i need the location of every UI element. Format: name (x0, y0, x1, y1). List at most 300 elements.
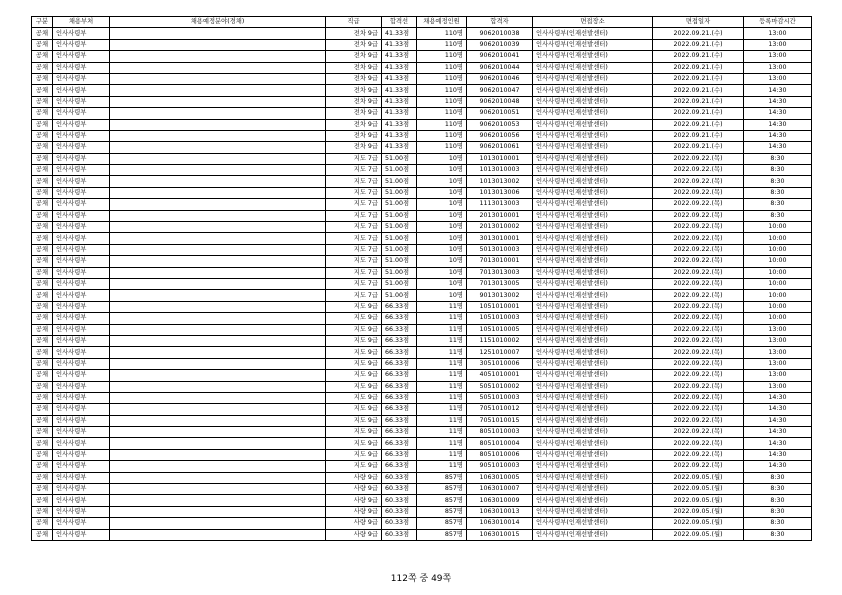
cutoff-cell: 41.33점 (382, 85, 417, 96)
table-row (32, 130, 812, 141)
field-cell (110, 449, 326, 460)
applicant-no-cell: 1113013003 (467, 199, 533, 210)
interview-place-cell: 인사사령부(인재선발센터) (533, 267, 653, 278)
interview-place-cell: 인사사령부(인재선발센터) (533, 187, 653, 198)
cutoff-cell: 41.33점 (382, 96, 417, 107)
interview-date-cell: 2022.09.22.(목) (653, 233, 744, 244)
category-cell: 공채 (32, 324, 53, 335)
grade-cell: 지도 7급 (326, 267, 382, 278)
applicant-no-cell: 9062010051 (467, 108, 533, 119)
interview-place-cell: 인사사령부(인재선발센터) (533, 506, 653, 517)
cutoff-cell: 60.33점 (382, 529, 417, 540)
interview-date-cell: 2022.09.22.(목) (653, 222, 744, 233)
cutoff-cell: 66.33점 (382, 347, 417, 358)
deadline-time-cell: 8:30 (744, 484, 812, 495)
cutoff-cell: 66.33점 (382, 427, 417, 438)
table-row (32, 108, 812, 119)
field-cell (110, 324, 326, 335)
grade-cell: 지도 9급 (326, 358, 382, 369)
cutoff-cell: 41.33점 (382, 119, 417, 130)
deadline-time-cell: 10:00 (744, 222, 812, 233)
cutoff-cell: 66.33점 (382, 313, 417, 324)
department-cell: 인사사령부 (53, 404, 110, 415)
interview-date-cell: 2022.09.22.(목) (653, 153, 744, 164)
grade-cell: 사량 9급 (326, 484, 382, 495)
interview-place-cell: 인사사령부(인재선발센터) (533, 153, 653, 164)
department-cell: 인사사령부 (53, 290, 110, 301)
interview-date-cell: 2022.09.05.(월) (653, 518, 744, 529)
applicant-no-cell: 1013013006 (467, 187, 533, 198)
category-cell: 공채 (32, 256, 53, 267)
category-cell: 공채 (32, 449, 53, 460)
deadline-time-cell: 14:30 (744, 404, 812, 415)
field-cell (110, 461, 326, 472)
category-cell: 공채 (32, 233, 53, 244)
interview-place-cell: 인사사령부(인재선발센터) (533, 449, 653, 460)
planned-count-cell: 10명 (417, 244, 467, 255)
applicant-no-cell: 4051010001 (467, 370, 533, 381)
cutoff-cell: 60.33점 (382, 518, 417, 529)
interview-schedule-table (31, 16, 812, 541)
planned-count-cell: 11명 (417, 301, 467, 312)
interview-place-cell: 인사사령부(인재선발센터) (533, 176, 653, 187)
cutoff-cell: 66.33점 (382, 335, 417, 346)
field-cell (110, 370, 326, 381)
cutoff-cell: 51.00점 (382, 233, 417, 244)
interview-place-cell: 인사사령부(인재선발센터) (533, 415, 653, 426)
category-cell: 공채 (32, 73, 53, 84)
header-deadline-time: 등록마감시간 (744, 17, 812, 28)
field-cell (110, 335, 326, 346)
department-cell: 인사사령부 (53, 28, 110, 39)
field-cell (110, 85, 326, 96)
deadline-time-cell: 14:30 (744, 438, 812, 449)
planned-count-cell: 11명 (417, 449, 467, 460)
department-cell: 인사사령부 (53, 518, 110, 529)
table-row (32, 51, 812, 62)
table-row (32, 199, 812, 210)
deadline-time-cell: 8:30 (744, 176, 812, 187)
interview-place-cell: 인사사령부(인재선발센터) (533, 165, 653, 176)
grade-cell: 지도 7급 (326, 165, 382, 176)
applicant-no-cell: 9062010038 (467, 28, 533, 39)
interview-date-cell: 2022.09.22.(목) (653, 313, 744, 324)
interview-date-cell: 2022.09.21.(수) (653, 73, 744, 84)
applicant-no-cell: 7013013005 (467, 278, 533, 289)
deadline-time-cell: 10:00 (744, 244, 812, 255)
department-cell: 인사사령부 (53, 108, 110, 119)
deadline-time-cell: 8:30 (744, 199, 812, 210)
department-cell: 인사사령부 (53, 210, 110, 221)
interview-place-cell: 인사사령부(인재선발센터) (533, 210, 653, 221)
grade-cell: 지도 7급 (326, 233, 382, 244)
interview-place-cell: 인사사령부(인재선발센터) (533, 358, 653, 369)
grade-cell: 지도 9급 (326, 404, 382, 415)
deadline-time-cell: 8:30 (744, 210, 812, 221)
planned-count-cell: 110명 (417, 51, 467, 62)
deadline-time-cell: 14:30 (744, 96, 812, 107)
interview-place-cell: 인사사령부(인재선발센터) (533, 130, 653, 141)
grade-cell: 지도 9급 (326, 313, 382, 324)
interview-date-cell: 2022.09.22.(목) (653, 347, 744, 358)
interview-date-cell: 2022.09.22.(목) (653, 415, 744, 426)
deadline-time-cell: 14:30 (744, 108, 812, 119)
field-cell (110, 130, 326, 141)
applicant-no-cell: 1013013002 (467, 176, 533, 187)
interview-place-cell: 인사사령부(인재선발센터) (533, 222, 653, 233)
planned-count-cell: 11명 (417, 415, 467, 426)
table-row (32, 301, 812, 312)
interview-place-cell: 인사사령부(인재선발센터) (533, 108, 653, 119)
cutoff-cell: 66.33점 (382, 370, 417, 381)
table-row (32, 39, 812, 50)
interview-date-cell: 2022.09.22.(목) (653, 278, 744, 289)
applicant-no-cell: 9062010047 (467, 85, 533, 96)
cutoff-cell: 66.33점 (382, 404, 417, 415)
department-cell: 인사사령부 (53, 187, 110, 198)
applicant-no-cell: 9062010039 (467, 39, 533, 50)
field-cell (110, 210, 326, 221)
interview-date-cell: 2022.09.22.(목) (653, 256, 744, 267)
interview-place-cell: 인사사령부(인재선발센터) (533, 370, 653, 381)
field-cell (110, 381, 326, 392)
cutoff-cell: 60.33점 (382, 495, 417, 506)
department-cell: 인사사령부 (53, 415, 110, 426)
table-row (32, 370, 812, 381)
applicant-no-cell: 8051010003 (467, 427, 533, 438)
field-cell (110, 347, 326, 358)
applicant-no-cell: 9062010056 (467, 130, 533, 141)
planned-count-cell: 10명 (417, 290, 467, 301)
table-row (32, 313, 812, 324)
grade-cell: 전차 9급 (326, 85, 382, 96)
cutoff-cell: 41.33점 (382, 130, 417, 141)
table-row (32, 438, 812, 449)
cutoff-cell: 66.33점 (382, 392, 417, 403)
field-cell (110, 176, 326, 187)
grade-cell: 지도 9급 (326, 392, 382, 403)
field-cell (110, 313, 326, 324)
cutoff-cell: 41.33점 (382, 51, 417, 62)
interview-place-cell: 인사사령부(인재선발센터) (533, 119, 653, 130)
planned-count-cell: 10명 (417, 278, 467, 289)
department-cell: 인사사령부 (53, 176, 110, 187)
department-cell: 인사사령부 (53, 313, 110, 324)
applicant-no-cell: 9013013002 (467, 290, 533, 301)
field-cell (110, 529, 326, 540)
cutoff-cell: 51.00점 (382, 187, 417, 198)
field-cell (110, 267, 326, 278)
deadline-time-cell: 14:30 (744, 392, 812, 403)
category-cell: 공채 (32, 278, 53, 289)
department-cell: 인사사령부 (53, 142, 110, 153)
planned-count-cell: 10명 (417, 233, 467, 244)
deadline-time-cell: 13:00 (744, 39, 812, 50)
interview-place-cell: 인사사령부(인재선발센터) (533, 278, 653, 289)
department-cell: 인사사령부 (53, 199, 110, 210)
category-cell: 공채 (32, 267, 53, 278)
planned-count-cell: 110명 (417, 108, 467, 119)
category-cell: 공채 (32, 108, 53, 119)
department-cell: 인사사령부 (53, 506, 110, 517)
field-cell (110, 278, 326, 289)
deadline-time-cell: 14:30 (744, 119, 812, 130)
cutoff-cell: 51.00점 (382, 290, 417, 301)
field-cell (110, 358, 326, 369)
interview-place-cell: 인사사령부(인재선발센터) (533, 529, 653, 540)
category-cell: 공채 (32, 210, 53, 221)
grade-cell: 지도 7급 (326, 278, 382, 289)
grade-cell: 지도 9급 (326, 461, 382, 472)
planned-count-cell: 10명 (417, 210, 467, 221)
grade-cell: 사량 9급 (326, 472, 382, 483)
grade-cell: 전차 9급 (326, 39, 382, 50)
category-cell: 공채 (32, 518, 53, 529)
interview-place-cell: 인사사령부(인재선발센터) (533, 404, 653, 415)
planned-count-cell: 10명 (417, 222, 467, 233)
grade-cell: 전차 9급 (326, 62, 382, 73)
grade-cell: 전차 9급 (326, 108, 382, 119)
applicant-no-cell: 9062010061 (467, 142, 533, 153)
table-row (32, 495, 812, 506)
deadline-time-cell: 14:30 (744, 415, 812, 426)
table-header-row (32, 17, 812, 28)
category-cell: 공채 (32, 347, 53, 358)
cutoff-cell: 41.33점 (382, 28, 417, 39)
grade-cell: 지도 7급 (326, 199, 382, 210)
department-cell: 인사사령부 (53, 335, 110, 346)
table-row (32, 427, 812, 438)
category-cell: 공채 (32, 381, 53, 392)
interview-date-cell: 2022.09.21.(수) (653, 142, 744, 153)
interview-date-cell: 2022.09.21.(수) (653, 28, 744, 39)
applicant-no-cell: 1063010015 (467, 529, 533, 540)
table-row (32, 335, 812, 346)
category-cell: 공채 (32, 404, 53, 415)
category-cell: 공채 (32, 51, 53, 62)
table-row (32, 506, 812, 517)
planned-count-cell: 10명 (417, 267, 467, 278)
grade-cell: 지도 7급 (326, 210, 382, 221)
deadline-time-cell: 8:30 (744, 165, 812, 176)
header-field: 채용예정분야(경채) (110, 17, 326, 28)
grade-cell: 지도 7급 (326, 153, 382, 164)
field-cell (110, 518, 326, 529)
interview-date-cell: 2022.09.21.(수) (653, 85, 744, 96)
department-cell: 인사사령부 (53, 62, 110, 73)
department-cell: 인사사령부 (53, 278, 110, 289)
header-department: 채용부처 (53, 17, 110, 28)
interview-date-cell: 2022.09.22.(목) (653, 358, 744, 369)
interview-place-cell: 인사사령부(인재선발센터) (533, 461, 653, 472)
applicant-no-cell: 9051010003 (467, 461, 533, 472)
table-row (32, 267, 812, 278)
deadline-time-cell: 13:00 (744, 28, 812, 39)
interview-place-cell: 인사사령부(인재선발센터) (533, 199, 653, 210)
deadline-time-cell: 8:30 (744, 153, 812, 164)
table-row (32, 222, 812, 233)
applicant-no-cell: 7013013003 (467, 267, 533, 278)
table-row (32, 119, 812, 130)
applicant-no-cell: 3051010006 (467, 358, 533, 369)
interview-date-cell: 2022.09.22.(목) (653, 165, 744, 176)
planned-count-cell: 857명 (417, 529, 467, 540)
applicant-no-cell: 7051010012 (467, 404, 533, 415)
interview-date-cell: 2022.09.22.(목) (653, 404, 744, 415)
interview-date-cell: 2022.09.21.(수) (653, 51, 744, 62)
cutoff-cell: 60.33점 (382, 472, 417, 483)
department-cell: 인사사령부 (53, 153, 110, 164)
grade-cell: 지도 9급 (326, 438, 382, 449)
field-cell (110, 256, 326, 267)
applicant-no-cell: 5051010003 (467, 392, 533, 403)
field-cell (110, 62, 326, 73)
field-cell (110, 165, 326, 176)
grade-cell: 지도 9급 (326, 449, 382, 460)
table-row (32, 256, 812, 267)
applicant-no-cell: 1013010001 (467, 153, 533, 164)
planned-count-cell: 10명 (417, 187, 467, 198)
interview-date-cell: 2022.09.22.(목) (653, 370, 744, 381)
deadline-time-cell: 8:30 (744, 506, 812, 517)
interview-date-cell: 2022.09.22.(목) (653, 199, 744, 210)
table-row (32, 472, 812, 483)
cutoff-cell: 41.33점 (382, 108, 417, 119)
category-cell: 공채 (32, 119, 53, 130)
table-row (32, 28, 812, 39)
grade-cell: 사량 9급 (326, 495, 382, 506)
interview-place-cell: 인사사령부(인재선발센터) (533, 142, 653, 153)
department-cell: 인사사령부 (53, 449, 110, 460)
department-cell: 인사사령부 (53, 39, 110, 50)
grade-cell: 전차 9급 (326, 142, 382, 153)
category-cell: 공채 (32, 28, 53, 39)
grade-cell: 지도 7급 (326, 290, 382, 301)
planned-count-cell: 857명 (417, 506, 467, 517)
interview-date-cell: 2022.09.05.(월) (653, 495, 744, 506)
category-cell: 공채 (32, 427, 53, 438)
department-cell: 인사사령부 (53, 256, 110, 267)
table-row (32, 210, 812, 221)
field-cell (110, 187, 326, 198)
applicant-no-cell: 5051010002 (467, 381, 533, 392)
grade-cell: 전차 9급 (326, 28, 382, 39)
applicant-no-cell: 7051010015 (467, 415, 533, 426)
table-row (32, 324, 812, 335)
deadline-time-cell: 13:00 (744, 51, 812, 62)
deadline-time-cell: 10:00 (744, 256, 812, 267)
grade-cell: 지도 9급 (326, 415, 382, 426)
category-cell: 공채 (32, 199, 53, 210)
field-cell (110, 73, 326, 84)
category-cell: 공채 (32, 165, 53, 176)
category-cell: 공채 (32, 187, 53, 198)
planned-count-cell: 857명 (417, 518, 467, 529)
field-cell (110, 438, 326, 449)
cutoff-cell: 51.00점 (382, 244, 417, 255)
deadline-time-cell: 13:00 (744, 73, 812, 84)
grade-cell: 지도 9급 (326, 324, 382, 335)
interview-date-cell: 2022.09.05.(월) (653, 484, 744, 495)
interview-place-cell: 인사사령부(인재선발센터) (533, 347, 653, 358)
applicant-no-cell: 1063010007 (467, 484, 533, 495)
interview-place-cell: 인사사령부(인재선발센터) (533, 28, 653, 39)
department-cell: 인사사령부 (53, 244, 110, 255)
department-cell: 인사사령부 (53, 165, 110, 176)
cutoff-cell: 51.00점 (382, 222, 417, 233)
applicant-no-cell: 9062010044 (467, 62, 533, 73)
applicant-no-cell: 1051010001 (467, 301, 533, 312)
grade-cell: 전차 9급 (326, 73, 382, 84)
deadline-time-cell: 13:00 (744, 324, 812, 335)
category-cell: 공채 (32, 335, 53, 346)
cutoff-cell: 41.33점 (382, 142, 417, 153)
category-cell: 공채 (32, 301, 53, 312)
deadline-time-cell: 13:00 (744, 335, 812, 346)
planned-count-cell: 11명 (417, 381, 467, 392)
department-cell: 인사사령부 (53, 495, 110, 506)
planned-count-cell: 857명 (417, 495, 467, 506)
interview-date-cell: 2022.09.22.(목) (653, 244, 744, 255)
deadline-time-cell: 13:00 (744, 347, 812, 358)
category-cell: 공채 (32, 313, 53, 324)
field-cell (110, 301, 326, 312)
interview-place-cell: 인사사령부(인재선발센터) (533, 313, 653, 324)
deadline-time-cell: 14:30 (744, 130, 812, 141)
deadline-time-cell: 13:00 (744, 370, 812, 381)
department-cell: 인사사령부 (53, 484, 110, 495)
department-cell: 인사사령부 (53, 51, 110, 62)
interview-date-cell: 2022.09.22.(목) (653, 301, 744, 312)
interview-date-cell: 2022.09.22.(목) (653, 438, 744, 449)
deadline-time-cell: 14:30 (744, 427, 812, 438)
applicant-no-cell: 1013010003 (467, 165, 533, 176)
cutoff-cell: 60.33점 (382, 506, 417, 517)
interview-date-cell: 2022.09.05.(월) (653, 472, 744, 483)
grade-cell: 사량 9급 (326, 506, 382, 517)
header-grade: 직급 (326, 17, 382, 28)
table-row (32, 165, 812, 176)
grade-cell: 전차 9급 (326, 51, 382, 62)
field-cell (110, 28, 326, 39)
field-cell (110, 415, 326, 426)
cutoff-cell: 66.33점 (382, 449, 417, 460)
department-cell: 인사사령부 (53, 96, 110, 107)
table-row (32, 176, 812, 187)
department-cell: 인사사령부 (53, 222, 110, 233)
deadline-time-cell: 13:00 (744, 358, 812, 369)
interview-date-cell: 2022.09.22.(목) (653, 187, 744, 198)
department-cell: 인사사령부 (53, 472, 110, 483)
cutoff-cell: 41.33점 (382, 39, 417, 50)
interview-place-cell: 인사사령부(인재선발센터) (533, 62, 653, 73)
field-cell (110, 108, 326, 119)
field-cell (110, 427, 326, 438)
planned-count-cell: 110명 (417, 142, 467, 153)
grade-cell: 사량 9급 (326, 529, 382, 540)
interview-date-cell: 2022.09.21.(수) (653, 130, 744, 141)
table-row (32, 381, 812, 392)
planned-count-cell: 110명 (417, 73, 467, 84)
department-cell: 인사사령부 (53, 233, 110, 244)
category-cell: 공채 (32, 244, 53, 255)
field-cell (110, 51, 326, 62)
field-cell (110, 404, 326, 415)
cutoff-cell: 66.33점 (382, 381, 417, 392)
category-cell: 공채 (32, 495, 53, 506)
field-cell (110, 96, 326, 107)
department-cell: 인사사령부 (53, 392, 110, 403)
